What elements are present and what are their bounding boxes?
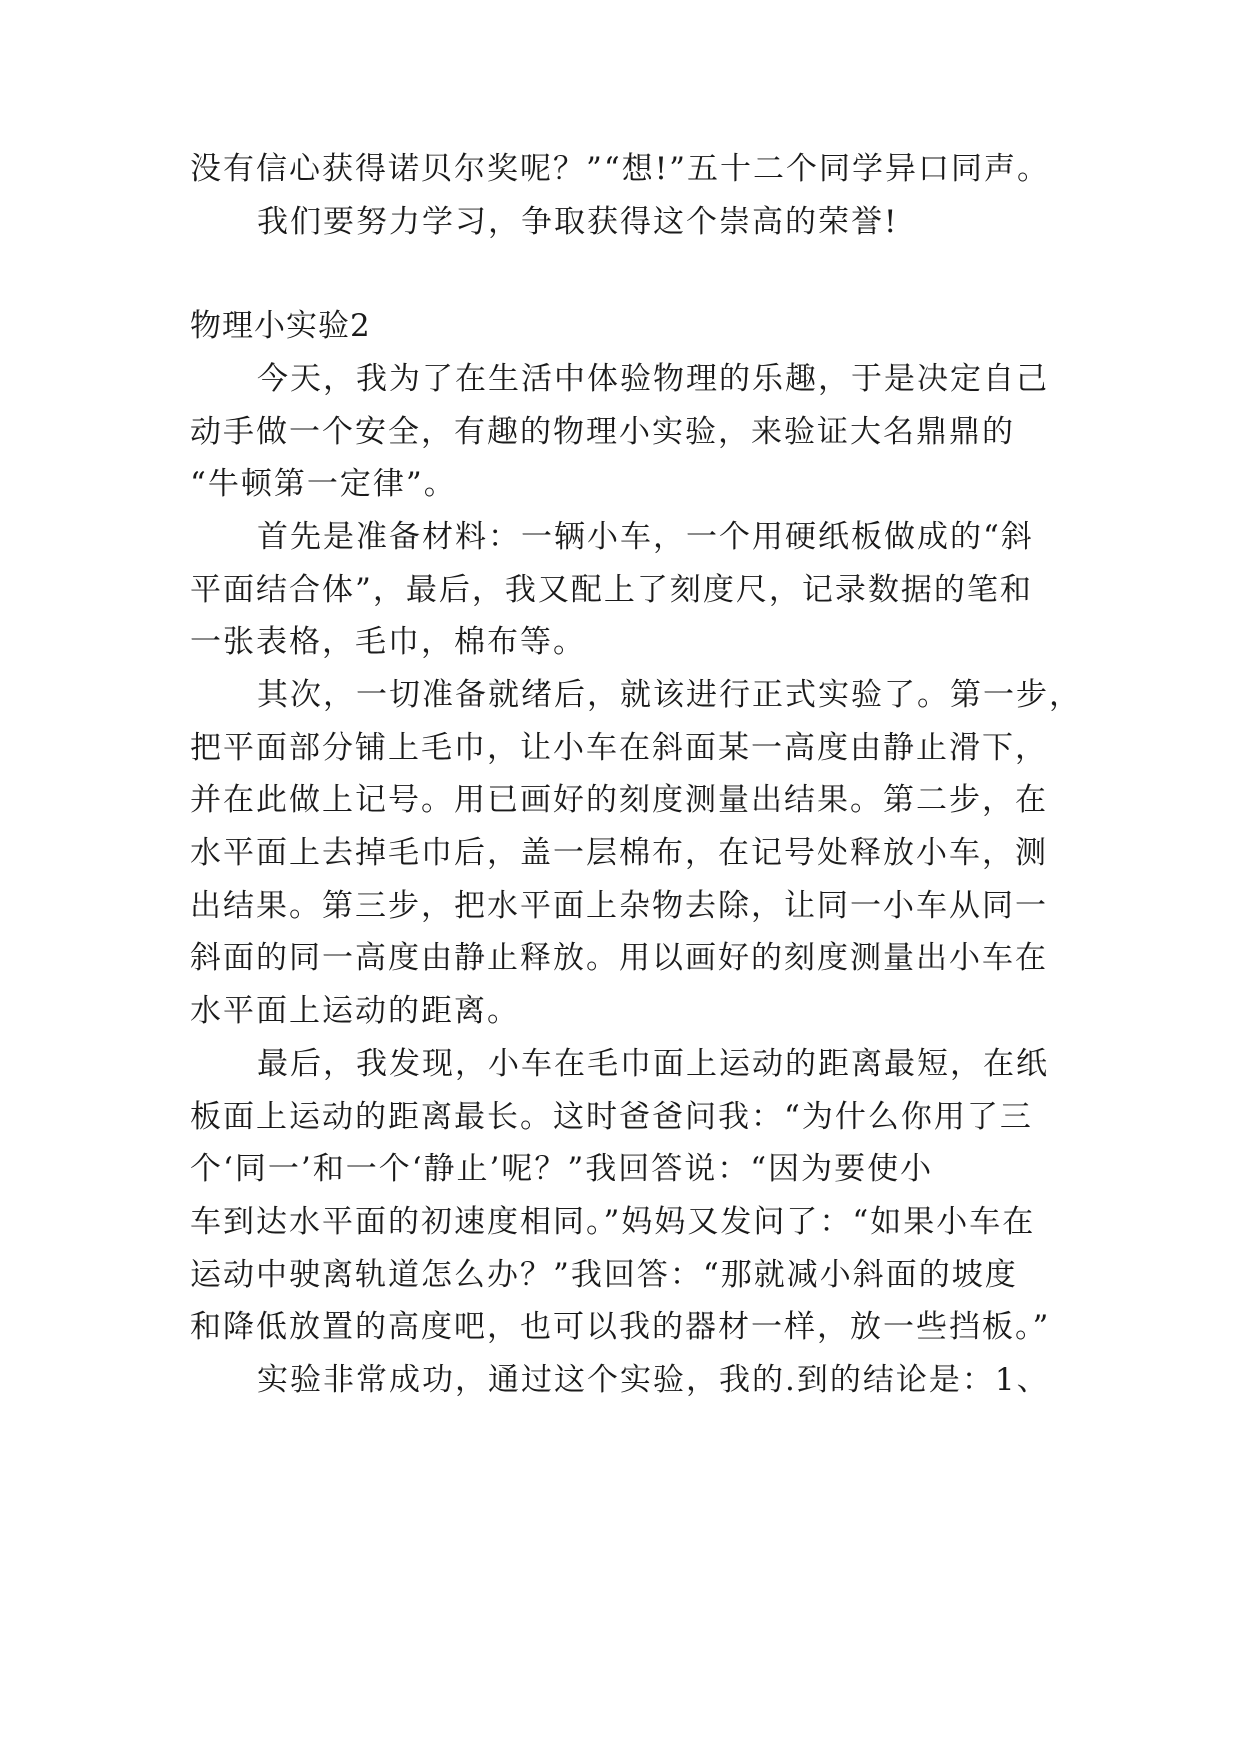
text-line: 其次，一切准备就绪后，就该进行正式实验了。第一步， [257, 677, 1082, 713]
text-line: “牛顿第一定律”。 [190, 466, 457, 502]
text-line: 一张表格，毛巾，棉布等。 [190, 624, 586, 660]
text-line: 斜面的同一高度由静止释放。用以画好的刻度测量出小车在 [190, 940, 1048, 976]
text-line: 实验非常成功，通过这个实验，我的.到的结论是：1、 [257, 1362, 1050, 1398]
text-line: 没有信心获得诺贝尔奖呢？”“想!”五十二个同学异口同声。 [190, 151, 1050, 187]
text-line: 最后，我发现，小车在毛巾面上运动的距离最短，在纸 [257, 1046, 1049, 1082]
text-line: 首先是准备材料：一辆小车，一个用硬纸板做成的“斜 [257, 519, 1034, 555]
text-line: 个‘同一’和一个‘静止’呢？”我回答说：“因为要使小 [190, 1151, 934, 1187]
text-line: 今天，我为了在生活中体验物理的乐趣，于是决定自己 [257, 361, 1049, 397]
text-line: 平面结合体”，最后，我又配上了刻度尺，记录数据的笔和 [190, 572, 1033, 608]
text-line: 车到达水平面的初速度相同。”妈妈又发问了：“如果小车在 [190, 1204, 1036, 1240]
text-line: 并在此做上记号。用已画好的刻度测量出结果。第二步，在 [190, 782, 1048, 818]
text-line: 我们要努力学习，争取获得这个崇高的荣誉! [257, 204, 899, 240]
section-heading: 物理小实验2 [190, 308, 371, 344]
text-line: 动手做一个安全，有趣的物理小实验，来验证大名鼎鼎的 [190, 414, 1015, 450]
text-line: 板面上运动的距离最长。这时爸爸问我：“为什么你用了三 [190, 1099, 1033, 1135]
text-line: 出结果。第三步，把水平面上杂物去除，让同一小车从同一 [190, 888, 1048, 924]
text-line: 和降低放置的高度吧，也可以我的器材一样，放一些挡板。” [190, 1309, 1051, 1345]
text-line: 把平面部分铺上毛巾，让小车在斜面某一高度由静止滑下， [190, 730, 1048, 766]
text-line: 水平面上运动的距离。 [190, 993, 520, 1029]
text-line: 运动中驶离轨道怎么办？”我回答：“那就减小斜面的坡度 [190, 1257, 1018, 1293]
text-line: 水平面上去掉毛巾后，盖一层棉布，在记号处释放小车，测 [190, 835, 1048, 871]
